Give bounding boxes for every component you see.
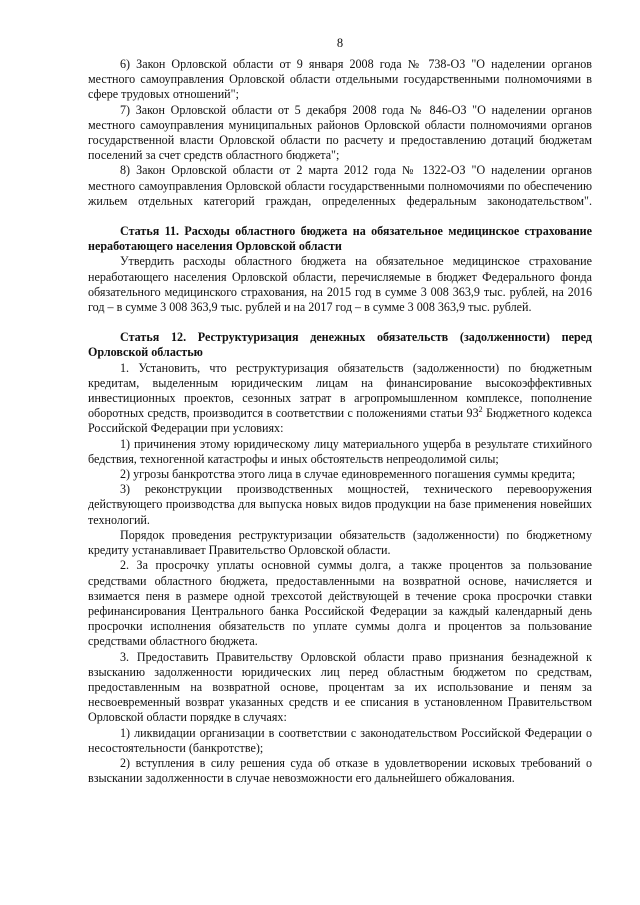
page-number: 8 bbox=[336, 36, 344, 50]
law-item-6: 6) Закон Орловской области от 9 января 2008 года № 738-ОЗ "О наделении органов местного самоуправления Орловской области отдельными государственными полномочиями в сфере трудовых отношений"; bbox=[88, 57, 592, 102]
article-12-p1-tail: Бюджетного кодекса Российской Федерации при условиях: bbox=[88, 406, 593, 436]
article-12-p1-text: 1. Установить, что реструктуризация обязательств (задолженности) по бюджетным кредитам, выделенным юридическим лицам на финансирование высокоэффективных инвестиционных проектов, сезонных затрат в агропромышленном комплексе, пополнение оборотных средств, производится в соответствии с положениями статьи 93 bbox=[88, 360, 592, 421]
condition-1: 1) причинения этому юридическому лицу материального ущерба в результате стихийного бедствия, техногенной катастрофы и иных обстоятельств непреодолимой силы; bbox=[88, 436, 592, 466]
article-12-paragraph-3: 3. Предоставить Правительству Орловской области право признания безнадежной к взысканию задолженности юридических лиц перед областным бюджетом по средствам, предоставленным на возвратной основе, процентам за их использование и пеням за несвоевременный возврат указанных средств и ее списания в установленном Правительством Орловской области порядке в случаях: bbox=[88, 649, 592, 725]
write-off-case-1: 1) ликвидации организации в соответствии с законодательством Российской Федерации о несостоятельности (банкротстве); bbox=[88, 725, 592, 755]
law-item-7: 7) Закон Орловской области от 5 декабря 2008 года № 846-ОЗ "О наделении органов местного самоуправления муниципальных районов Орловской области полномочиями органов государственной власти Орловской области по расчету и предоставлению дотаций бюджетам поселений за счет средств областного бюджета"; bbox=[88, 102, 592, 163]
article-12-paragraph-2: 2. За просрочку уплаты основной суммы долга, а также процентов за пользование средствами областного бюджета, предоставленными на возвратной основе, начисляется и взимается пеня в размере одной трехсотой действующей в течение срока просрочки ставки рефинансирования Центрального банка Российской Федерации за каждый календарный день просрочки исполнения обязательств по уплате суммы долга и процентов за пользование средствами областного бюджета. bbox=[88, 558, 592, 649]
condition-3: 3) реконструкции производственных мощностей, технического перевооружения действующего производства для выпуска новых видов продукции на базе применения новейших технологий. bbox=[88, 482, 592, 527]
article-11-text: Утвердить расходы областного бюджета на обязательное медицинское страхование неработающего населения Орловской области, перечисляемые в бюджет Федерального фонда обязательного медицинского страхования, на 2015 год в сумме 3 008 363,9 тыс. рублей, на 2016 год – в сумме 3 008 363,9 тыс. рублей и на 2017 год – в сумме 3 008 363,9 тыс. рублей. bbox=[88, 254, 592, 315]
law-item-8: 8) Закон Орловской области от 2 марта 2012 года № 1322-ОЗ "О наделении органов местного самоуправления Орловской области государственными полномочиями по обеспечению жильем отдельных категорий граждан, определенных федеральным законодательством". bbox=[88, 163, 592, 208]
article-11-heading: Статья 11. Расходы областного бюджета на обязательное медицинское страхование неработающего населения Орловской области bbox=[88, 224, 592, 254]
document-body bbox=[88, 57, 592, 786]
article-12-paragraph-1 bbox=[88, 361, 592, 437]
article-12-heading: Статья 12. Реструктуризация денежных обязательств (задолженности) перед Орловской областью bbox=[88, 330, 592, 360]
footnote-superscript: 2 bbox=[478, 405, 483, 415]
condition-2: 2) угрозы банкротства этого лица в случае единовременного погашения суммы кредита; bbox=[120, 467, 576, 482]
write-off-case-2: 2) вступления в силу решения суда об отказе в удовлетворении исковых требований о взыскании задолженности в случае невозможности его дальнейшего обжалования. bbox=[88, 755, 592, 786]
restructuring-order: Порядок проведения реструктуризации обязательств (задолженности) по бюджетному кредиту устанавливает Правительство Орловской области. bbox=[88, 527, 592, 558]
